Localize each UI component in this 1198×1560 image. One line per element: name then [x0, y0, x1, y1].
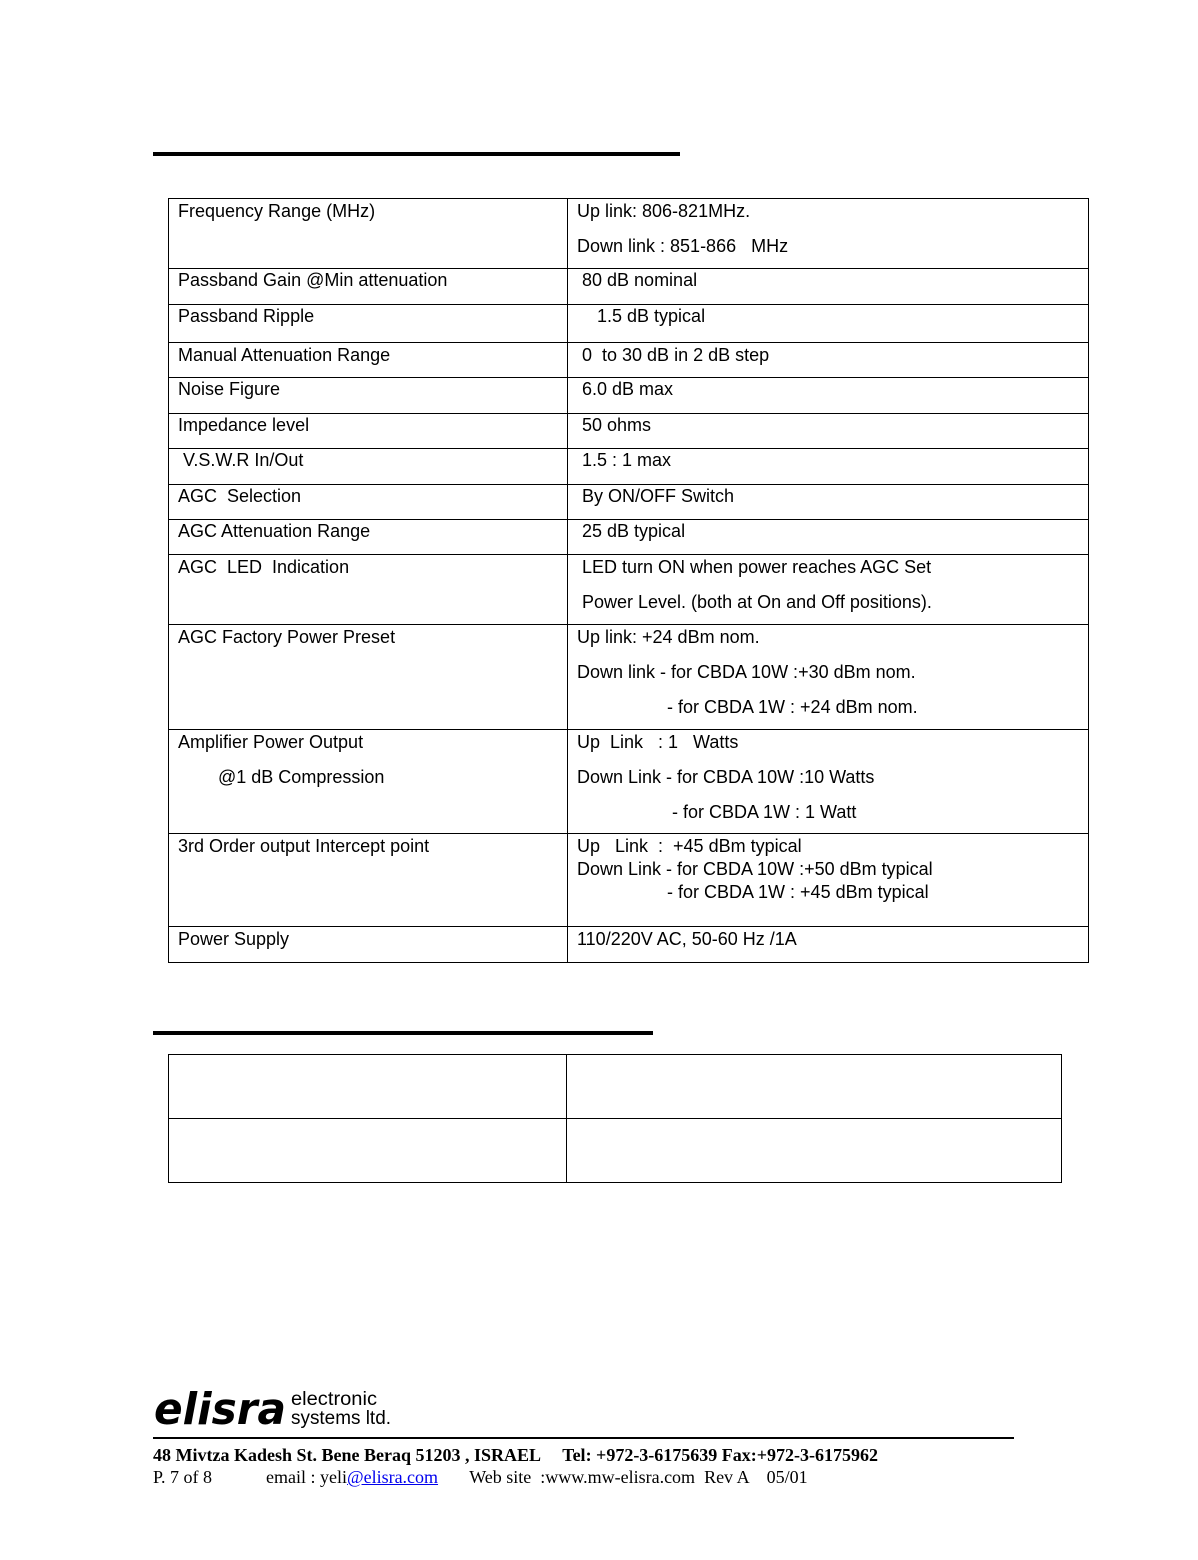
spec-label-cell [169, 199, 568, 269]
spec-value: Down Link - for CBDA 10W :10 Watts [577, 767, 875, 787]
footer-line-2 [153, 1466, 808, 1488]
spec-value-cell [568, 834, 1089, 927]
spec-value-cell [568, 305, 1089, 343]
spec-label: AGC LED Indication [178, 557, 350, 577]
table-row [169, 378, 1089, 414]
spec-label: AGC Factory Power Preset [178, 627, 396, 647]
spec-label: Amplifier Power Output [178, 732, 364, 752]
spec-value-cell [568, 520, 1089, 555]
table-row [169, 414, 1089, 449]
table-row [169, 343, 1089, 378]
spec-label-cell [169, 730, 568, 834]
spec-label: 3rd Order output Intercept point [178, 836, 430, 856]
spec-value: 110/220V AC, 50-60 Hz /1A [577, 929, 797, 949]
spec-value: Up Link : +45 dBm typical [577, 836, 802, 856]
spec-value: 0 to 30 dB in 2 dB step [577, 345, 770, 365]
spec-label-cell [169, 555, 568, 625]
spec-value: Down Link - for CBDA 10W :+50 dBm typical [577, 859, 933, 879]
section-heading-rule-2 [153, 1031, 653, 1035]
table-cell [169, 1055, 567, 1119]
table-row [169, 1055, 1062, 1119]
footer-line-1 [153, 1444, 878, 1466]
spec-value: 1.5 : 1 max [577, 450, 672, 470]
footer-website: Web site :www.mw-elisra.com [469, 1467, 696, 1487]
spec-value: - for CBDA 1W : +24 dBm nom. [577, 697, 918, 717]
spec-value: LED turn ON when power reaches AGC Set [577, 557, 932, 577]
table-row [169, 834, 1089, 927]
table-row [169, 555, 1089, 625]
logo-line-1: electronic [291, 1389, 377, 1410]
spec-label: Frequency Range (MHz) [178, 201, 376, 221]
table-row [169, 269, 1089, 305]
email-link[interactable]: @elisra.com [347, 1467, 439, 1487]
table-row [169, 1119, 1062, 1183]
table-row [169, 449, 1089, 485]
spec-label: Impedance level [178, 415, 310, 435]
spec-value: - for CBDA 1W : +45 dBm typical [577, 882, 929, 902]
spec-value: Up link: 806-821MHz. [577, 201, 751, 221]
spec-label-cell [169, 414, 568, 449]
spec-value-cell [568, 625, 1089, 730]
spec-label-cell [169, 520, 568, 555]
spec-value-cell [568, 485, 1089, 520]
spec-value: By ON/OFF Switch [577, 486, 735, 506]
table-row [169, 927, 1089, 963]
spec-label-cell [169, 834, 568, 927]
footer-revision: Rev A [704, 1467, 749, 1487]
spec-label-cell [169, 927, 568, 963]
spec-label: AGC Selection [178, 486, 302, 506]
spec-value: 80 dB nominal [577, 270, 698, 290]
spec-value-cell [568, 378, 1089, 414]
spec-value: - for CBDA 1W : 1 Watt [577, 802, 857, 822]
spec-value-cell [568, 449, 1089, 485]
table-row [169, 485, 1089, 520]
spec-label: Passband Gain @Min attenuation [178, 270, 448, 290]
table-cell [567, 1055, 1062, 1119]
spec-label-cell [169, 305, 568, 343]
footer-phone: Tel: +972-3-6175639 Fax:+972-3-6175962 [562, 1445, 879, 1465]
table-row [169, 199, 1089, 269]
spec-label: @1 dB Compression [178, 767, 385, 787]
spec-value-cell [568, 269, 1089, 305]
elisra-logo [154, 1386, 394, 1430]
spec-value: Down link : 851-866 MHz [577, 236, 789, 256]
spec-label-cell [169, 625, 568, 730]
spec-value-cell [568, 730, 1089, 834]
spec-label-cell [169, 378, 568, 414]
footer-email-prefix: email : yeli [266, 1467, 347, 1487]
spec-value-cell [568, 199, 1089, 269]
spec-label: Manual Attenuation Range [178, 345, 391, 365]
table-row [169, 305, 1089, 343]
section-heading-rule-1 [153, 152, 680, 156]
spec-label: Passband Ripple [178, 306, 315, 326]
spec-value: 6.0 dB max [577, 379, 674, 399]
spec-value: Power Level. (both at On and Off positions). [577, 592, 932, 612]
spec-label-cell [169, 269, 568, 305]
spec-value-cell [568, 555, 1089, 625]
table-cell [567, 1119, 1062, 1183]
spec-value: 25 dB typical [577, 521, 686, 541]
spec-label-cell [169, 449, 568, 485]
spec-label: Noise Figure [178, 379, 281, 399]
spec-label-cell [169, 343, 568, 378]
spec-label: V.S.W.R In/Out [178, 450, 304, 470]
spec-label-cell [169, 485, 568, 520]
table-row [169, 520, 1089, 555]
spec-value-cell [568, 414, 1089, 449]
spec-value-cell [568, 927, 1089, 963]
spec-label: AGC Attenuation Range [178, 521, 371, 541]
logo-line-2: systems ltd. [291, 1408, 391, 1429]
spec-value: 1.5 dB typical [577, 306, 706, 326]
spec-value: 50 ohms [577, 415, 652, 435]
logo-mark: elisra [154, 1386, 286, 1430]
page-number: P. 7 of 8 [153, 1467, 213, 1487]
footer-rule [153, 1437, 1014, 1439]
table-row [169, 730, 1089, 834]
spec-value: Down link - for CBDA 10W :+30 dBm nom. [577, 662, 916, 682]
spec-label: Power Supply [178, 929, 290, 949]
spec-value: Up link: +24 dBm nom. [577, 627, 760, 647]
spec-value-cell [568, 343, 1089, 378]
empty-table [168, 1054, 1062, 1183]
footer-address: 48 Mivtza Kadesh St. Bene Beraq 51203 , ISRAEL [153, 1445, 541, 1465]
spec-value: Up Link : 1 Watts [577, 732, 739, 752]
specifications-table [168, 198, 1089, 963]
table-cell [169, 1119, 567, 1183]
footer-date: 05/01 [766, 1467, 808, 1487]
table-row [169, 625, 1089, 730]
